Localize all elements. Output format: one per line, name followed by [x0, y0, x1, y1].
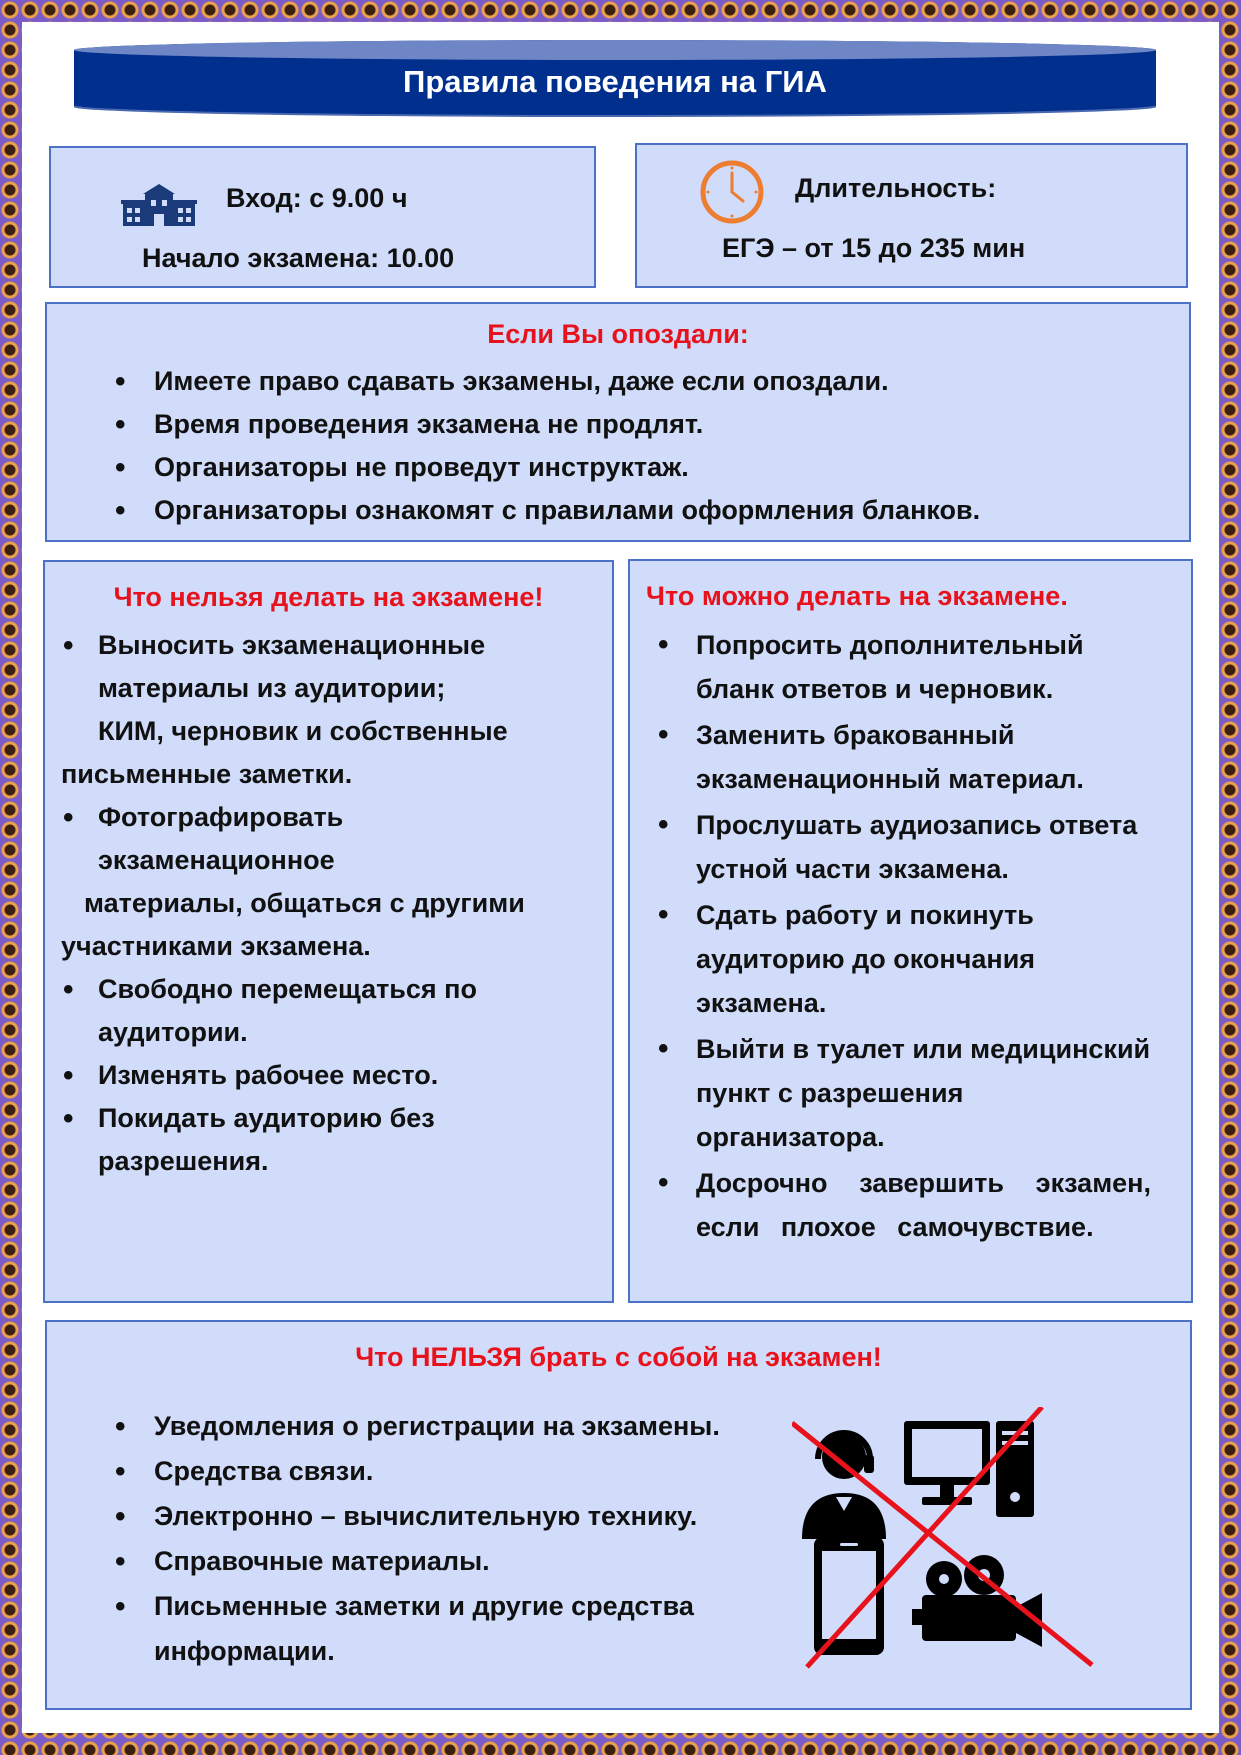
list-item-line: материалы, общаться с другими: [84, 888, 525, 918]
prohibited-items-list: [47, 1404, 767, 1674]
clock-icon: [699, 159, 765, 225]
forbidden-actions-list: [45, 624, 612, 1183]
list-item: • Свободно перемещаться по аудитории.: [45, 968, 612, 1054]
list-item: • Выйти в туалет или медицинский пункт с разрешения организатора.: [630, 1027, 1191, 1159]
prohibited-items-box: [45, 1320, 1192, 1710]
list-item: • Письменные заметки и другие средства информации.: [47, 1584, 767, 1674]
entry-time: Вход: с 9.00 ч: [226, 183, 408, 213]
list-item: • Досрочно завершить экзамен, если плохое самочувствие.: [630, 1161, 1191, 1249]
list-item: • Заменить бракованный экзаменационный материал.: [630, 713, 1191, 801]
forbidden-actions-title: Что нельзя делать на экзамене!: [113, 582, 544, 612]
list-item: • Организаторы ознакомят с правилами оформления бланков.: [47, 489, 1189, 532]
list-item-line: материалы из аудитории;: [98, 673, 446, 703]
poster-page: [22, 22, 1219, 1733]
list-item: [45, 796, 612, 968]
list-item: • Время проведения экзамена не продлят.: [47, 403, 1189, 446]
forbidden-actions-box: [43, 560, 614, 1303]
list-item: • Попросить дополнительный бланк ответов и черновик.: [630, 623, 1191, 711]
list-item-line: • Фотографировать: [98, 802, 344, 832]
allowed-actions-title: Что можно делать на экзамене.: [646, 581, 1068, 611]
list-item: • Прослушать аудиозапись ответа устной части экзамена.: [630, 803, 1191, 891]
entry-time-box: [49, 146, 596, 288]
list-item: • Сдать работу и покинуть аудиторию до окончания экзамена.: [630, 893, 1191, 1025]
if-late-title: Если Вы опоздали:: [487, 319, 749, 349]
list-item: • Справочные материалы.: [47, 1539, 767, 1584]
camera-icon: [912, 1555, 1042, 1647]
if-late-list: [47, 360, 1189, 532]
list-item: • Уведомления о регистрации на экзамены.: [47, 1404, 767, 1449]
allowed-actions-box: [628, 559, 1193, 1303]
list-item: • Изменять рабочее место.: [45, 1054, 612, 1097]
exam-start-time: Начало экзамена: 10.00: [142, 243, 455, 273]
list-item-line: участниками экзамена.: [61, 931, 371, 961]
list-item: • Имеете право сдавать экзамены, даже если опоздали.: [47, 360, 1189, 403]
title-banner: [74, 38, 1156, 118]
list-item-line: • Выносить экзаменационные: [98, 630, 486, 660]
list-item-line: КИМ, черновик и собственные: [98, 716, 508, 746]
page-title: Правила поведения на ГИА: [403, 64, 827, 99]
list-item: • Покидать аудиторию без разрешения.: [45, 1097, 612, 1183]
list-item: • Организаторы не проведут инструктаж.: [47, 446, 1189, 489]
list-item: [45, 624, 612, 796]
allowed-actions-list: [630, 623, 1191, 1251]
prohibited-items-title: Что НЕЛЬЗЯ брать с собой на экзамен!: [355, 1342, 882, 1372]
list-item-line: экзаменационное: [98, 845, 335, 875]
duration-box: [635, 143, 1188, 288]
list-item: • Электронно – вычислительную технику.: [47, 1494, 767, 1539]
if-late-box: [45, 302, 1191, 542]
duration-value: ЕГЭ – от 15 до 235 мин: [722, 233, 1026, 263]
prohibited-devices-picture: [792, 1407, 1112, 1677]
list-item: • Средства связи.: [47, 1449, 767, 1494]
list-item-line: письменные заметки.: [61, 759, 353, 789]
school-icon: [121, 182, 197, 228]
duration-label: Длительность:: [795, 173, 997, 203]
